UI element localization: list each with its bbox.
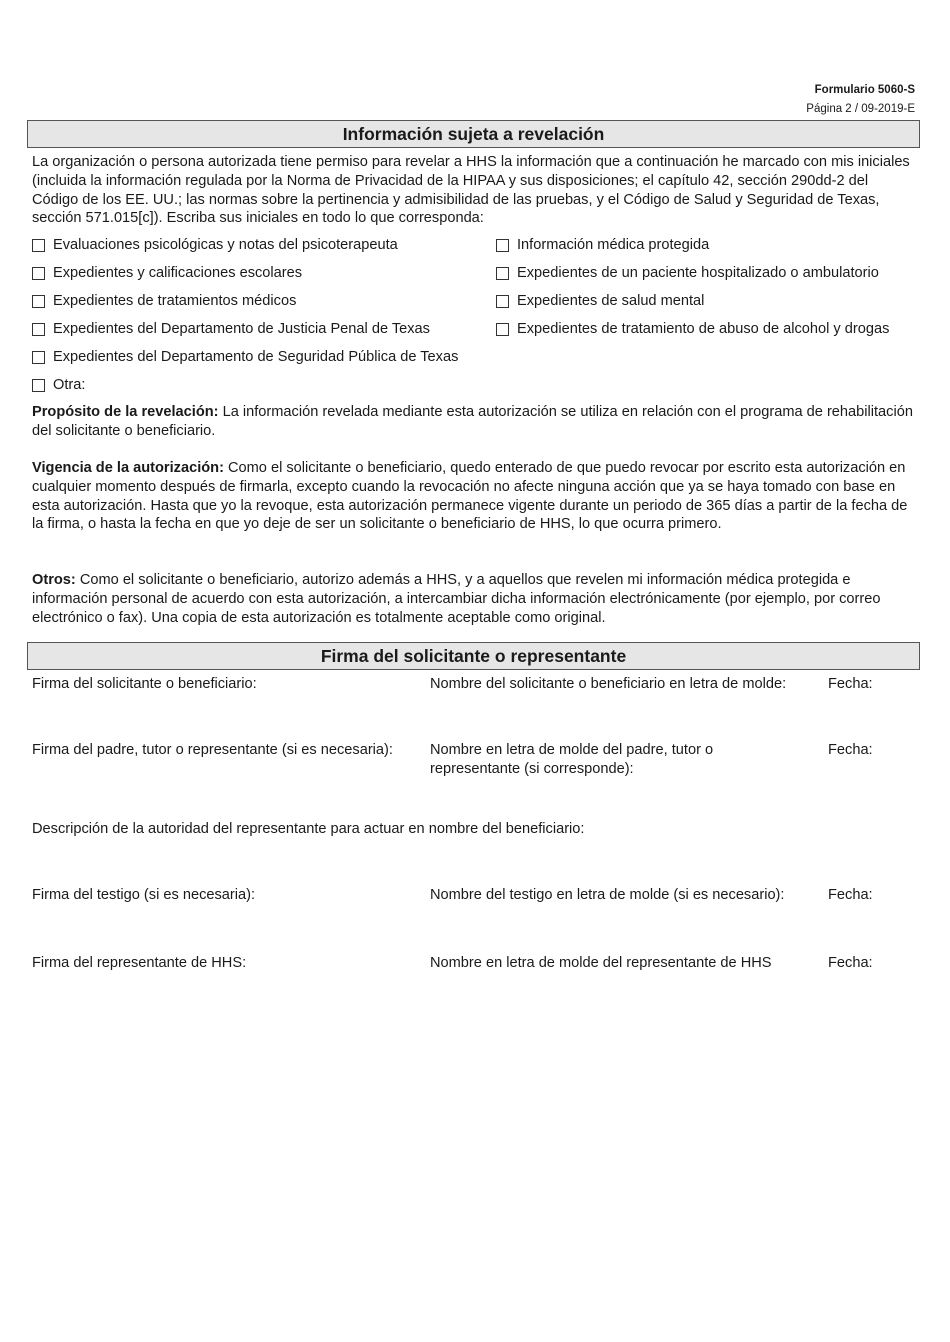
checkbox-item[interactable] xyxy=(496,321,889,337)
checkbox-item[interactable] xyxy=(32,265,302,281)
checkbox-item[interactable] xyxy=(32,293,296,309)
representative-authority-field[interactable]: Descripción de la autoridad del representante para actuar en nombre del beneficiario: xyxy=(32,821,585,837)
disclosure-section-title: Información sujeta a revelación xyxy=(27,120,920,148)
checkbox-label: Expedientes del Departamento de Seguridad Pública de Texas xyxy=(53,349,459,365)
form-number: Formulario 5060-S xyxy=(814,84,915,96)
purpose-paragraph xyxy=(32,403,918,441)
hhs-signature-field[interactable]: Firma del representante de HHS: xyxy=(32,955,247,971)
others-paragraph xyxy=(32,571,918,627)
disclosure-intro: La organización o persona autorizada tiene permiso para revelar a HHS la información que a continuación he marcado con mis iniciales (incluida la información regulada por la Norma de Privacidad de la HIPAA y sus disposiciones; el capítulo 42, sección 290dd-2 del Código de los EE. UU.; las normas sobre la pertinencia y admisibilidad de las pruebas, y el Código de Salud y Seguridad de Texas, sección 571.015[c]). Escriba sus iniciales en todo lo que corresponda: xyxy=(32,154,910,227)
applicant-date-field[interactable]: Fecha: xyxy=(828,676,873,692)
applicant-name-field[interactable]: Nombre del solicitante o beneficiario en letra de molde: xyxy=(430,676,787,692)
others-label: Otros: xyxy=(32,572,76,588)
checkbox-icon[interactable] xyxy=(496,295,509,308)
signature-section-title: Firma del solicitante o representante xyxy=(27,642,920,670)
applicant-signature-field[interactable]: Firma del solicitante o beneficiario: xyxy=(32,676,257,692)
checkbox-item[interactable] xyxy=(32,321,430,337)
checkbox-icon[interactable] xyxy=(32,379,45,392)
purpose-label: Propósito de la revelación: xyxy=(32,404,219,420)
checkbox-icon[interactable] xyxy=(32,239,45,252)
checkbox-label: Información médica protegida xyxy=(517,237,710,253)
checkbox-icon[interactable] xyxy=(32,267,45,280)
validity-paragraph xyxy=(32,459,918,534)
purpose-text: La información revelada mediante esta autorización se utiliza en relación con el programa de rehabilitación del solicitante o beneficiario. xyxy=(32,404,913,439)
checkbox-item[interactable] xyxy=(496,293,704,309)
validity-text: Como el solicitante o beneficiario, quedo enterado de que puedo revocar por escrito esta autorización en cualquier momento después de firmarla, excepto cuando la revocación no afecte ninguna acción que ya se haya tomado con base en esta autorización. Hasta que yo la revoque, esta autorización permanece vigente durante un periodo de 365 días a partir de la fecha de la firma, o hasta la fecha en que yo deje de ser un solicitante o beneficiario de HHS, lo que ocurra primero. xyxy=(32,460,908,533)
checkbox-label: Evaluaciones psicológicas y notas del psicoterapeuta xyxy=(53,237,398,253)
parent-signature-field[interactable]: Firma del padre, tutor o representante (si es necesaria): xyxy=(32,742,393,758)
checkbox-label: Expedientes de tratamiento de abuso de alcohol y drogas xyxy=(517,321,890,337)
witness-name-field[interactable]: Nombre del testigo en letra de molde (si es necesario): xyxy=(430,887,785,903)
witness-signature-field[interactable]: Firma del testigo (si es necesaria): xyxy=(32,887,256,903)
checkbox-label: Expedientes de salud mental xyxy=(517,293,705,309)
checkbox-label: Otra: xyxy=(53,377,86,393)
hhs-name-field[interactable]: Nombre en letra de molde del representante de HHS xyxy=(430,955,772,971)
hhs-date-field[interactable]: Fecha: xyxy=(828,955,873,971)
checkbox-label: Expedientes de tratamientos médicos xyxy=(53,293,297,309)
checkbox-label: Expedientes del Departamento de Justicia Penal de Texas xyxy=(53,321,430,337)
others-text: Como el solicitante o beneficiario, autorizo además a HHS, y a aquellos que revelen mi información médica protegida e información personal de acuerdo con esta autorización, a intercambiar dicha información electrónicamente (por ejemplo, por correo electrónico o fax). Una copia de esta autorización es totalmente aceptable como original. xyxy=(32,572,881,626)
page-number: Página 2 / 09-2019-E xyxy=(806,103,915,115)
checkbox-icon[interactable] xyxy=(496,267,509,280)
checkbox-item[interactable] xyxy=(32,237,398,253)
checkbox-icon[interactable] xyxy=(32,351,45,364)
checkbox-icon[interactable] xyxy=(496,323,509,336)
parent-date-field[interactable]: Fecha: xyxy=(828,742,873,758)
checkbox-icon[interactable] xyxy=(32,295,45,308)
checkbox-icon[interactable] xyxy=(32,323,45,336)
validity-label: Vigencia de la autorización: xyxy=(32,460,224,476)
checkbox-label: Expedientes y calificaciones escolares xyxy=(53,265,303,281)
checkbox-label: Expedientes de un paciente hospitalizado o ambulatorio xyxy=(517,265,879,281)
witness-date-field[interactable]: Fecha: xyxy=(828,887,873,903)
parent-name-field[interactable]: Nombre en letra de molde del padre, tutor o representante (si corresponde): xyxy=(430,742,714,777)
checkbox-item[interactable] xyxy=(496,237,709,253)
checkbox-item[interactable] xyxy=(32,349,458,365)
checkbox-icon[interactable] xyxy=(496,239,509,252)
checkbox-item[interactable] xyxy=(32,377,85,393)
checkbox-item[interactable] xyxy=(496,265,879,281)
